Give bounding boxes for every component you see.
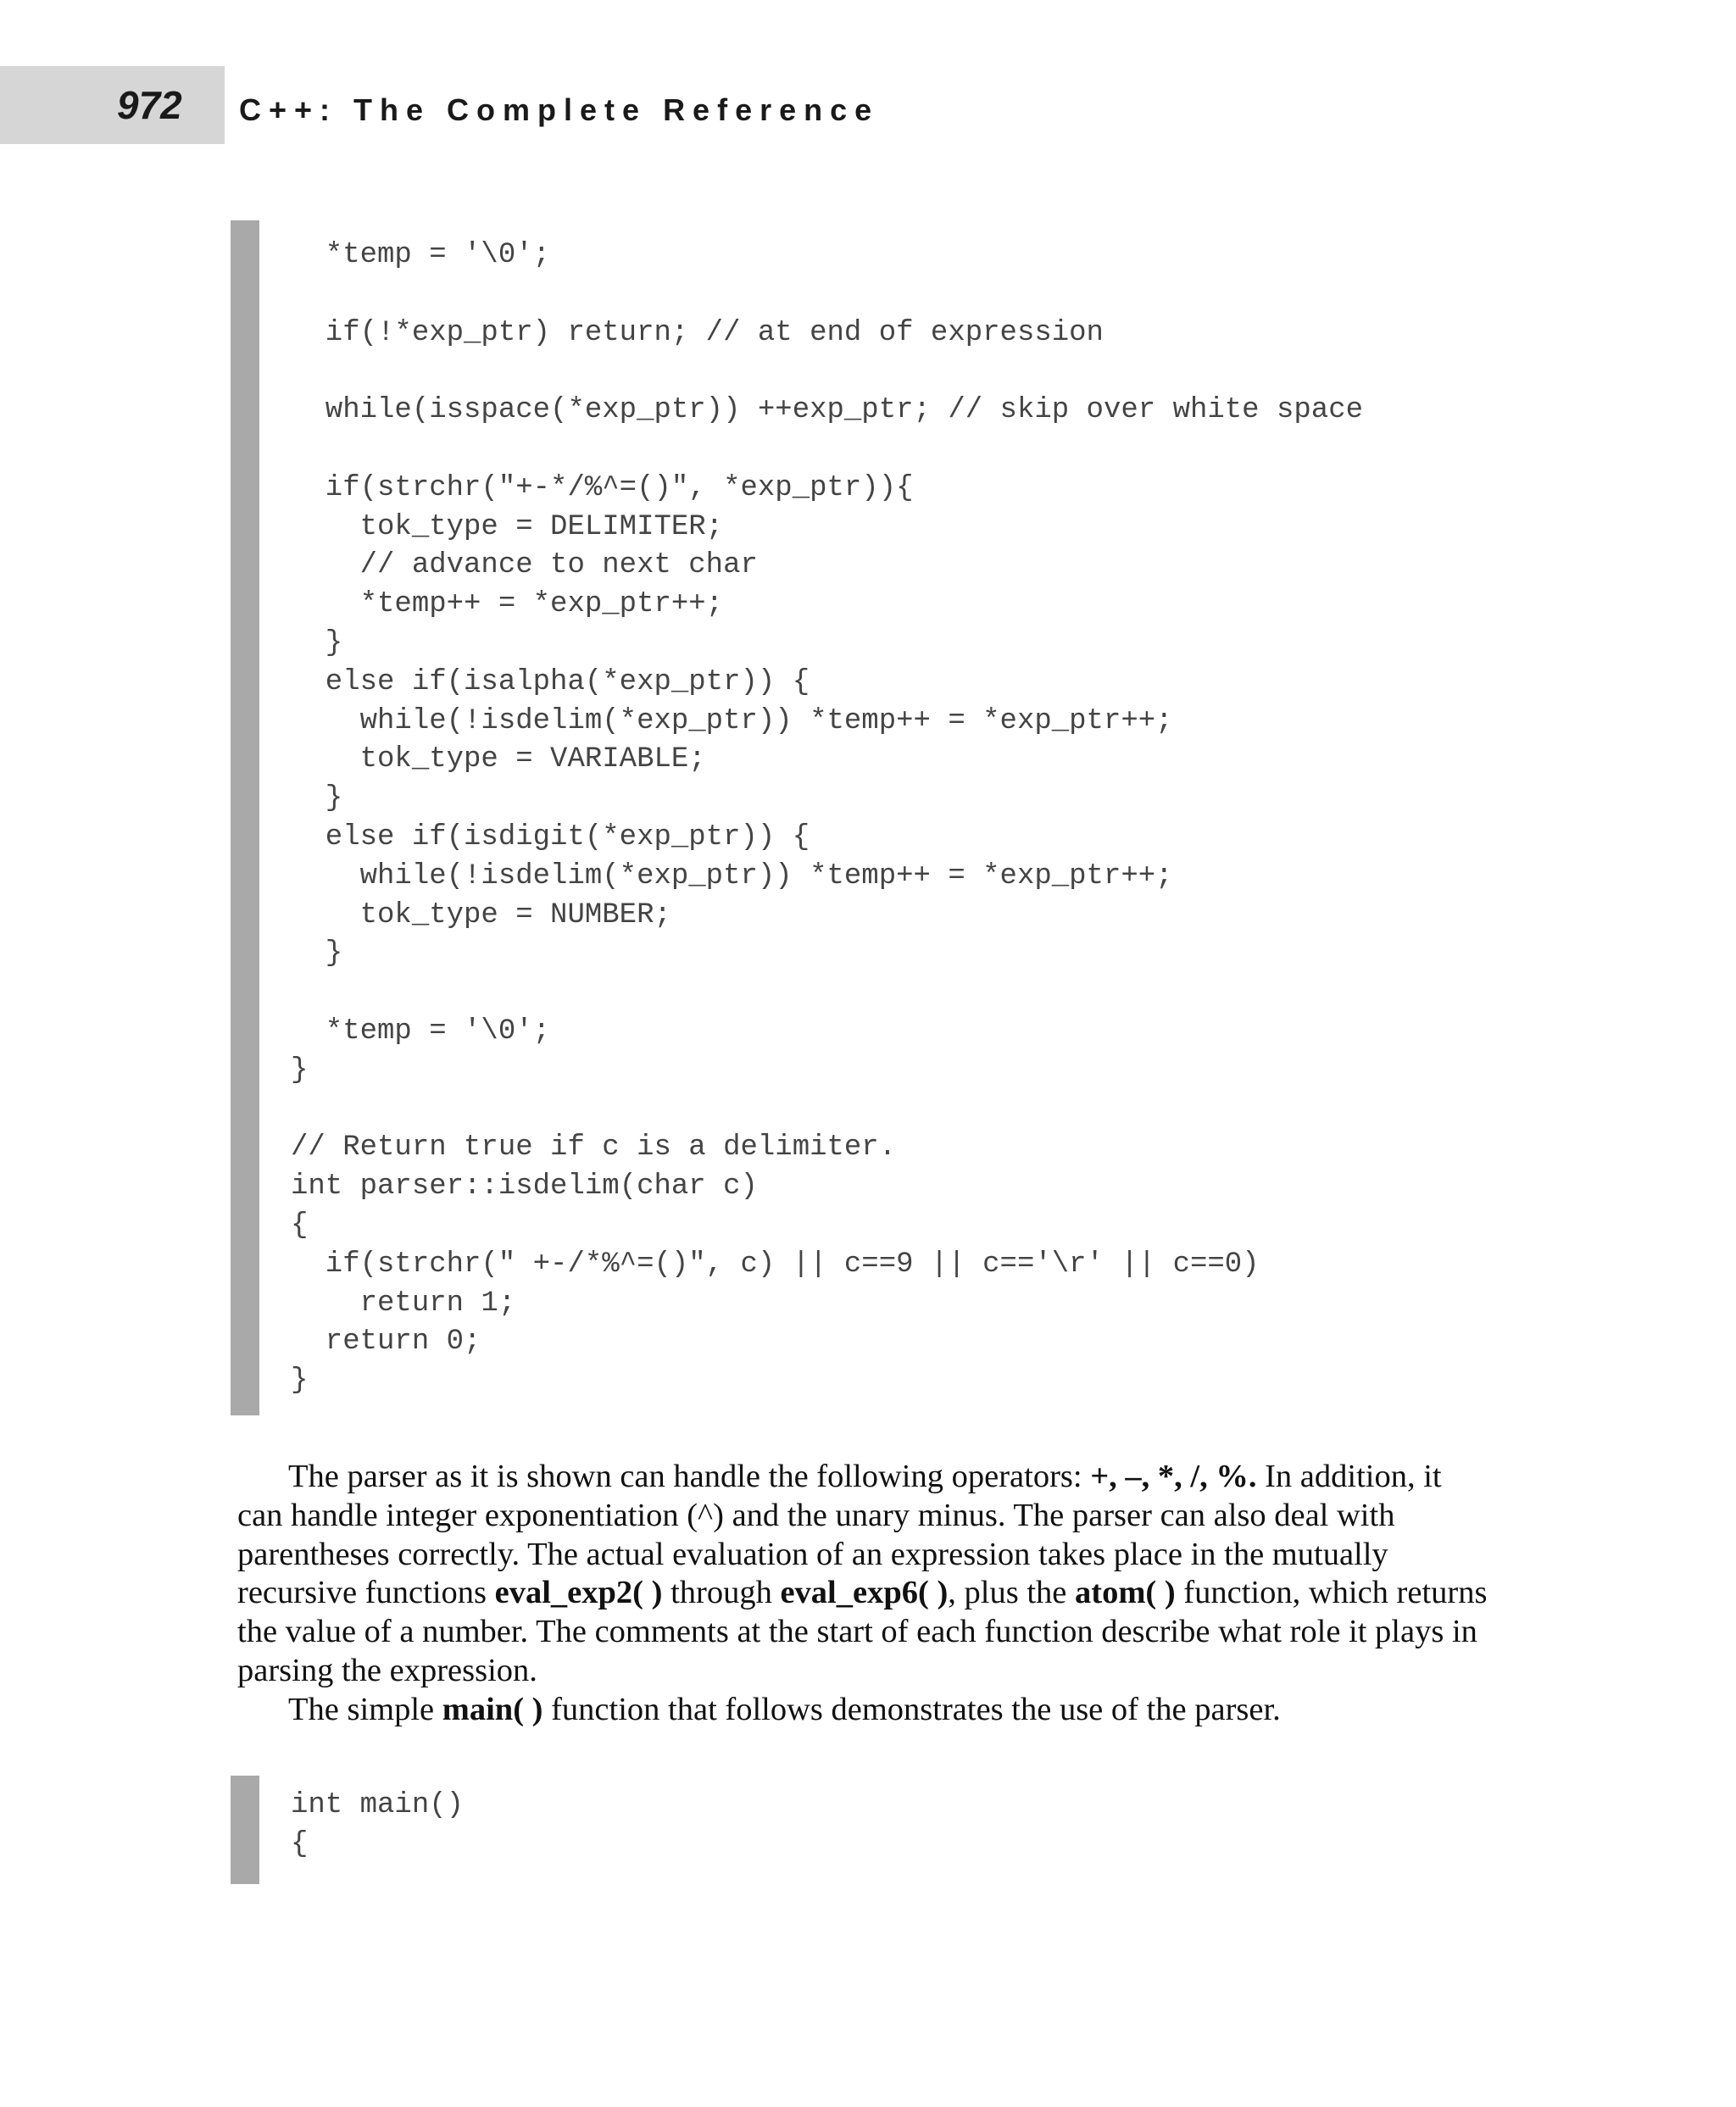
code-line: } (291, 1054, 309, 1087)
code-line: { (291, 1827, 309, 1860)
code-line: tok_type = DELIMITER; (291, 510, 724, 543)
code-line: else if(isdigit(*exp_ptr)) { (291, 820, 810, 853)
code-line: if(strchr(" +-/*%^=()", c) || c==9 || c=='\r' || c==0) (291, 1248, 1260, 1281)
code-line: *temp = '\0'; (291, 1015, 551, 1048)
page-number: 972 (117, 83, 182, 127)
code-line (291, 1091, 1363, 1130)
code-line: return 0; (291, 1326, 481, 1359)
header-tab (0, 66, 225, 144)
code-line (291, 353, 1363, 392)
code-line: while(!isdelim(*exp_ptr)) *temp++ = *exp_ptr++; (291, 704, 1173, 737)
code-line: } (291, 937, 343, 970)
code-line: else if(isalpha(*exp_ptr)) { (291, 665, 810, 698)
code-line: } (291, 782, 343, 815)
code-line: if(strchr("+-*/%^=()", *exp_ptr)){ (291, 471, 914, 504)
book-title: C++: The Complete Reference (239, 92, 880, 127)
code-line: *temp++ = *exp_ptr++; (291, 588, 724, 621)
code-line: // advance to next char (291, 549, 758, 582)
code-line (291, 431, 1363, 470)
code-line: if(!*exp_ptr) return; // at end of expression (291, 316, 1104, 349)
code-line: while(!isdelim(*exp_ptr)) *temp++ = *exp_ptr++; (291, 859, 1173, 892)
code-line: { (291, 1209, 309, 1242)
code-line: tok_type = NUMBER; (291, 898, 671, 931)
code-block-2-bar (231, 1776, 259, 1884)
code-line: } (291, 1365, 309, 1398)
code-line: *temp = '\0'; (291, 239, 551, 271)
paragraph-2: The simple main( ) function that follows demonstrates the use of the parser. (288, 1691, 1281, 1727)
code-line: while(isspace(*exp_ptr)) ++exp_ptr; // skip over white space (291, 394, 1364, 427)
code-line: return 1; (291, 1287, 516, 1320)
code-block-1-bar (231, 220, 259, 1415)
body-text (237, 1458, 1492, 1730)
code-block-1 (291, 236, 1363, 1401)
code-line: int parser::isdelim(char c) (291, 1170, 758, 1204)
code-line: } (291, 626, 343, 659)
code-line (291, 275, 1363, 314)
code-line: tok_type = VARIABLE; (291, 743, 706, 776)
paragraph-1: The parser as it is shown can handle the following operators: +, –, *, /, %. In addition, it can handle integer exponentiation (^) and the unary minus. The parser can also deal with parentheses correctly. The actual evaluation of an expression takes place in the mutually recursive functions eval_exp2( ) through eval_exp6( ), plus the atom( ) function, which returns the value of a number. The comments at the start of each function describe what role it plays in parsing the expression. (237, 1459, 1488, 1688)
code-line: int main() (291, 1789, 465, 1821)
code-line: // Return true if c is a delimiter. (291, 1131, 897, 1165)
code-line (291, 974, 1363, 1013)
code-block-2 (291, 1787, 464, 1865)
